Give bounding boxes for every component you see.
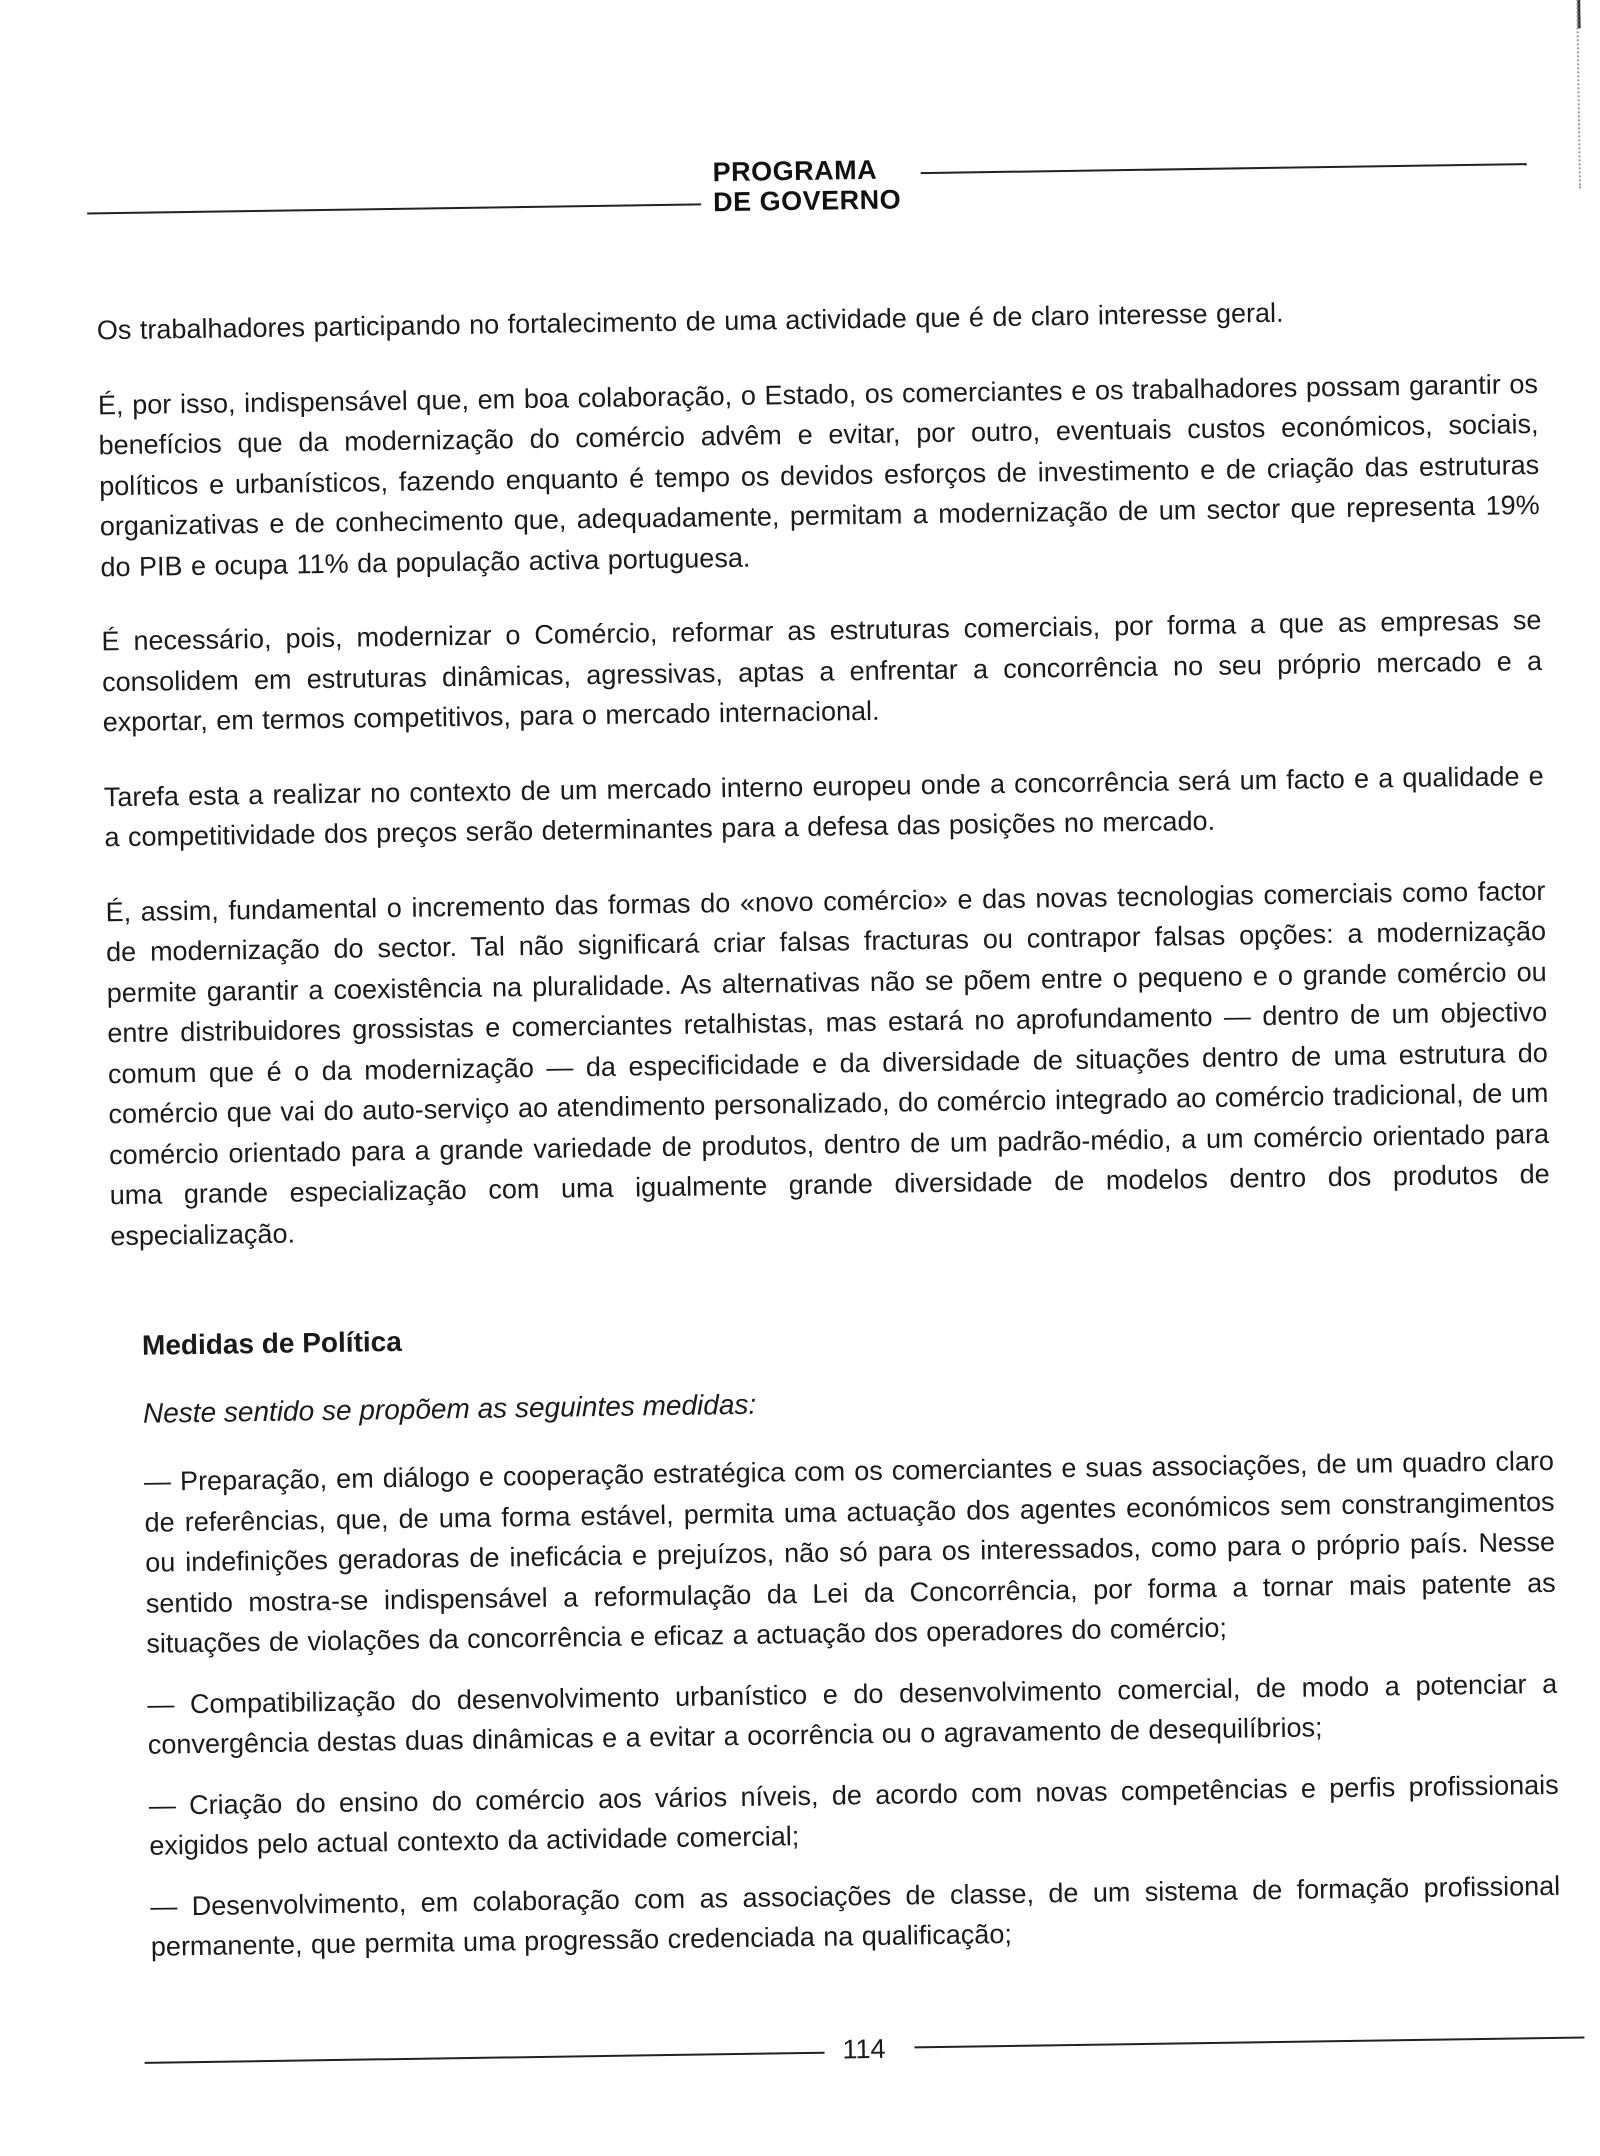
header-title <box>712 154 913 217</box>
page-footer <box>144 2018 1584 2079</box>
paragraph-3: É necessário, pois, modernizar o Comércio, reformar as estruturas comerciais, por forma a que as empresas se consolidem em estruturas dinâmicas, agressivas, aptas a enfrentar a concorrência no seu próprio mercado e a exportar, em termos competitivos, para o mercado internacional. <box>101 604 1543 738</box>
section-heading: Medidas de Política <box>141 1325 403 1361</box>
main-text <box>97 289 1562 1988</box>
footer-rule-right <box>914 2036 1584 2048</box>
paragraph-2: É, por isso, indispensável que, em boa colaboração, o Estado, os comerciantes e os trabalhadores possam garantir os benefícios que da modernização do comércio advêm e evitar, por outro, eventuais custos económicos, sociais, políticos e urbanísticos, fazendo enquanto é tempo os devidos esforços de investimento e de criação das estruturas organizativas e de conhecimento que, adequadamente, permitam a modernização de um sector que representa 19% do PIB e ocupa 11% da população activa portuguesa. <box>97 368 1540 582</box>
footer-rule-left <box>145 2052 825 2064</box>
paragraph-4: Tarefa esta a realizar no contexto de um mercado interno europeu onde a concorrência será um facto e a qualidade e a competitividade dos preços serão determinantes para a defesa das posições no mercado. <box>103 760 1544 853</box>
header-rule-right <box>921 163 1527 174</box>
running-header <box>86 139 1527 230</box>
measure-item: — Desenvolvimento, em colaboração com as associações de classe, de um sistema de formação profissional permanente, que permita uma progressão credenciada na qualificação; <box>150 1870 1561 1962</box>
measures-list <box>114 1441 1561 1968</box>
measure-item: — Compatibilização do desenvolvimento urbanístico e do desenvolvimento comercial, de modo a potenciar a convergência destas duas dinâmicas e a evitar a ocorrência ou o agravamento de desequilíbrios; <box>147 1668 1558 1760</box>
page-number: 114 <box>842 2033 886 2065</box>
paragraph-5: É, assim, fundamental o incremento das formas do «novo comércio» e das novas tecnologias comerciais como factor de modernização do sector. Tal não significará criar falsas fracturas ou contrapor falsas opções: a modernização permite garantir a coexistência na pluralidade. As alternativas não se põem entre o pequeno e o grande comércio ou entre distribuidores grossistas e comerciantes retalhistas, mas estará no aprofundamento — dentro de um objectivo comum que é o da modernização — da especificidade e da diversidade de situações dentro de uma estrutura do comércio que vai do auto-serviço ao atendimento personalizado, do comércio integrado ao comércio tradicional, de um comércio orientado para a grande variedade de produtos, dentro de um padrão-médio, a um comércio orientado para uma grande especialização com uma igualmente grande diversidade de modelos dentro dos produtos de especialização. <box>105 875 1550 1251</box>
paragraph-1: Os trabalhadores participando no fortalecimento de uma actividade que é de claro interesse geral. <box>96 297 1284 346</box>
measure-item: — Preparação, em diálogo e cooperação estratégica com os comerciantes e suas associações, de um quadro claro de referências, que, de uma forma estável, permita uma actuação dos agentes económicos sem constrangimentos ou indefinições geradoras de ineficácia e prejuízos, não só para os interessados, como para o próprio país. Nesse sentido mostra-se indispensável a reformulação da Lei da Concorrência, por forma a tornar mais patente as situações de violações da concorrência e eficaz a actuação dos operadores do comércio; <box>143 1445 1556 1659</box>
header-rule-left <box>87 203 701 214</box>
header-title-line-1: PROGRAMA <box>712 154 878 188</box>
header-title-line-2: DE GOVERNO <box>712 184 902 218</box>
section-intro: Neste sentido se propõem as seguintes medidas: <box>142 1388 757 1429</box>
measure-item: — Criação do ensino do comércio aos vários níveis, de acordo com novas competências e perfis profissionais exigidos pelo actual contexto da actividade comercial; <box>148 1769 1559 1861</box>
